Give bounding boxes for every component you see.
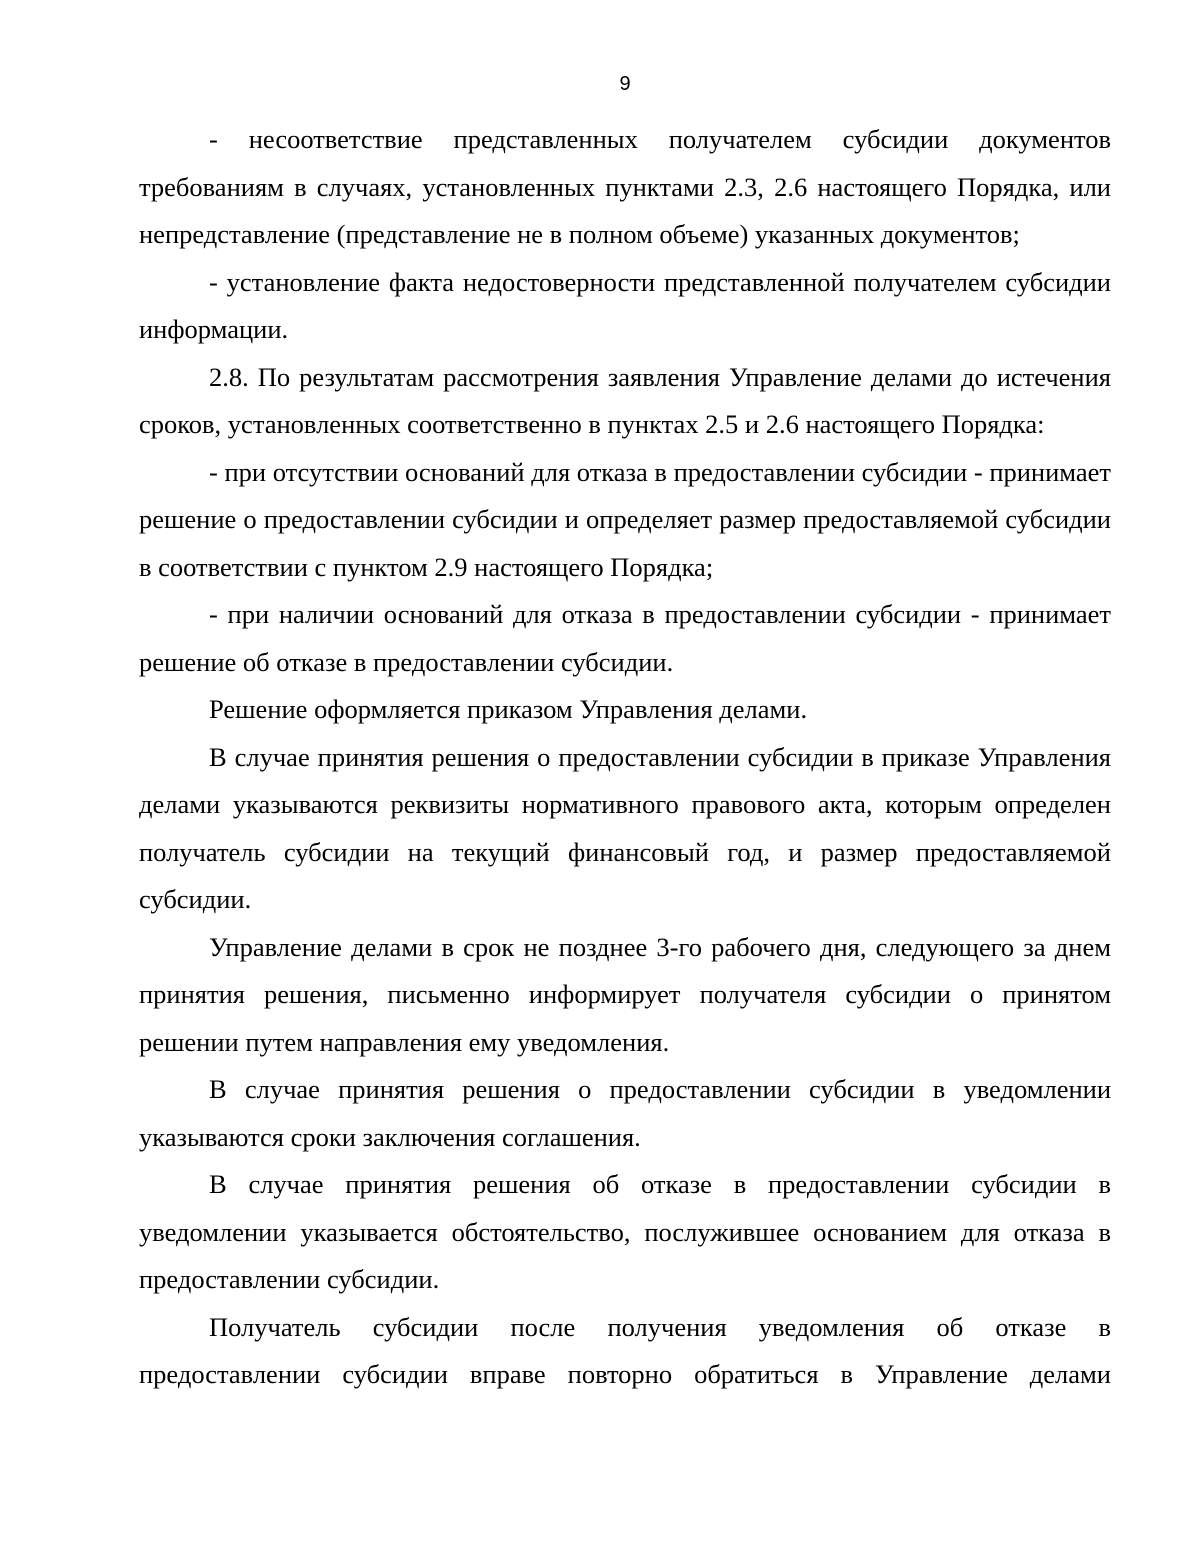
document-body	[139, 116, 1111, 1399]
paragraph: В случае принятия решения об отказе в предоставлении субсидии в уведомлении указывается обстоятельство, послужившее основанием для отказа в предоставлении субсидии.	[139, 1169, 1111, 1294]
paragraph: 2.8. По результатам рассмотрения заявления Управление делами до истечения сроков, установленных соответственно в пунктах 2.5 и 2.6 настоящего Порядка:	[139, 361, 1111, 439]
paragraph: Управление делами в срок не позднее 3-го рабочего дня, следующего за днем принятия решения, письменно информирует получателя субсидии о принятом решении путем направления ему уведомления.	[139, 931, 1111, 1057]
paragraph: - при наличии оснований для отказа в предоставлении субсидии - принимает решение об отказе в предоставлении субсидии.	[139, 599, 1111, 677]
paragraph: Решение оформляется приказом Управления делами.	[209, 694, 808, 724]
paragraph: Получатель субсидии после получения уведомления об отказе в предоставлении субсидии вправе повторно обратиться в Управление делами	[139, 1311, 1111, 1389]
page-number: 9	[619, 73, 631, 95]
paragraph: - несоответствие представленных получателем субсидии документов требованиям в случаях, установленных пунктами 2.3, 2.6 настоящего Порядка, или непредставление (представление не в полном объеме) указанных документов;	[139, 124, 1111, 249]
paragraph: - при отсутствии оснований для отказа в предоставлении субсидии - принимает решение о предоставлении субсидии и определяет размер предоставляемой субсидии в соответствии с пунктом 2.9 настоящего Порядка;	[139, 456, 1111, 582]
paragraph: - установление факта недостоверности представленной получателем субсидии информации.	[139, 266, 1111, 344]
paragraph: В случае принятия решения о предоставлении субсидии в уведомлении указываются сроки заключения соглашения.	[139, 1074, 1111, 1152]
paragraph: В случае принятия решения о предоставлении субсидии в приказе Управления делами указываются реквизиты нормативного правового акта, которым определен получатель субсидии на текущий финансовый год, и размер предоставляемой субсидии.	[139, 741, 1111, 914]
